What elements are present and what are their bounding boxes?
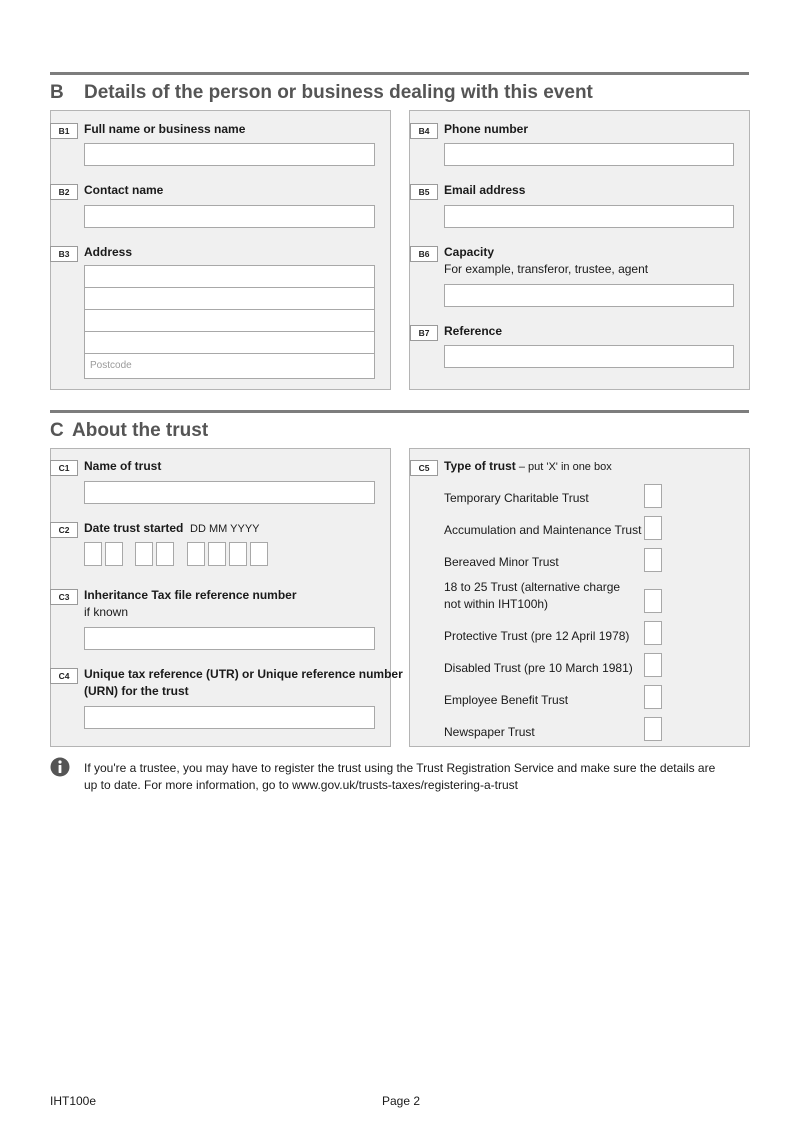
question-number-b3: B3 bbox=[50, 246, 78, 262]
question-label-b3: Address bbox=[84, 245, 133, 259]
question-number-c3: C3 bbox=[50, 589, 78, 605]
question-hint-c5: – put 'X' in one box bbox=[515, 461, 612, 473]
section-c-title: About the trust bbox=[72, 420, 209, 441]
question-number-c4: C4 bbox=[50, 668, 78, 684]
trust-type-checkbox[interactable] bbox=[644, 621, 662, 645]
question-label-c3: Inheritance Tax file reference number bbox=[84, 588, 297, 602]
date-format-hint: DD MM YYYY bbox=[190, 523, 260, 535]
question-label-b2: Contact name bbox=[84, 183, 164, 197]
trust-registration-note-line-2: up to date. For more information, go to www.gov.uk/trusts-taxes/registering-a-trust bbox=[84, 778, 518, 792]
address-box bbox=[84, 265, 375, 379]
address-line-2-field[interactable] bbox=[85, 288, 374, 310]
trust-type-label: Employee Benefit Trust bbox=[444, 693, 569, 707]
capacity-field[interactable] bbox=[444, 284, 734, 307]
question-label-c2 bbox=[84, 521, 260, 535]
trust-type-label: Accumulation and Maintenance Trust bbox=[444, 523, 642, 537]
date-month-digit-1[interactable] bbox=[135, 542, 153, 566]
date-year-digit-2[interactable] bbox=[208, 542, 226, 566]
date-day-digit-1[interactable] bbox=[84, 542, 102, 566]
trust-type-label: 18 to 25 Trust (alternative charge bbox=[444, 580, 621, 594]
question-number-b5: B5 bbox=[410, 184, 438, 200]
date-day-digit-2[interactable] bbox=[105, 542, 123, 566]
form-code: IHT100e bbox=[50, 1094, 97, 1108]
trust-type-label: Protective Trust (pre 12 April 1978) bbox=[444, 629, 630, 643]
section-c-rule bbox=[50, 410, 749, 413]
trust-type-label: Disabled Trust (pre 10 March 1981) bbox=[444, 661, 633, 675]
trust-type-checkbox[interactable] bbox=[644, 589, 662, 613]
trust-type-checkbox[interactable] bbox=[644, 484, 662, 508]
question-number-c1: C1 bbox=[50, 460, 78, 476]
question-number-b2: B2 bbox=[50, 184, 78, 200]
trust-type-checkbox[interactable] bbox=[644, 516, 662, 540]
question-number-b6: B6 bbox=[410, 246, 438, 262]
reference-field[interactable] bbox=[444, 345, 734, 368]
trust-type-label: Bereaved Minor Trust bbox=[444, 555, 559, 569]
section-b-rule bbox=[50, 72, 749, 75]
postcode-field[interactable] bbox=[85, 354, 374, 377]
trust-type-checkbox[interactable] bbox=[644, 717, 662, 741]
email-address-field[interactable] bbox=[444, 205, 734, 228]
info-icon bbox=[50, 757, 70, 777]
utr-urn-field[interactable] bbox=[84, 706, 375, 729]
contact-name-field[interactable] bbox=[84, 205, 375, 228]
question-label-c4-line-2: (URN) for the trust bbox=[84, 684, 189, 698]
trust-registration-note bbox=[84, 760, 754, 794]
question-label-b5: Email address bbox=[444, 183, 526, 197]
question-number-c2: C2 bbox=[50, 522, 78, 538]
question-hint-b6: For example, transferor, trustee, agent bbox=[444, 262, 649, 276]
question-label-c4-line-1: Unique tax reference (UTR) or Unique reference number bbox=[84, 667, 403, 681]
address-line-4-field[interactable] bbox=[85, 332, 374, 354]
trust-name-field[interactable] bbox=[84, 481, 375, 504]
date-year-digit-4[interactable] bbox=[250, 542, 268, 566]
iht-reference-field[interactable] bbox=[84, 627, 375, 650]
section-b-letter: B bbox=[50, 82, 64, 103]
question-number-b7: B7 bbox=[410, 325, 438, 341]
trust-type-label: Newspaper Trust bbox=[444, 725, 535, 739]
question-label-c5 bbox=[444, 459, 612, 473]
question-label-c1: Name of trust bbox=[84, 459, 162, 473]
section-b-title: Details of the person or business dealing with this event bbox=[84, 82, 593, 103]
question-number-b1: B1 bbox=[50, 123, 78, 139]
question-label-b7: Reference bbox=[444, 324, 503, 338]
page-number: Page 2 bbox=[382, 1094, 421, 1108]
section-c-letter: C bbox=[50, 420, 64, 441]
question-label-c2-text: Date trust started bbox=[84, 521, 184, 535]
trust-type-checkbox[interactable] bbox=[644, 685, 662, 709]
date-year-digit-3[interactable] bbox=[229, 542, 247, 566]
date-month-digit-2[interactable] bbox=[156, 542, 174, 566]
trust-type-checkbox[interactable] bbox=[644, 548, 662, 572]
trust-type-label-line-2: not within IHT100h) bbox=[444, 597, 549, 611]
question-label-b4: Phone number bbox=[444, 122, 529, 136]
trust-registration-note-line-1: If you're a trustee, you may have to register the trust using the Trust Registration Service and make sure the details are bbox=[84, 761, 716, 775]
question-label-b6: Capacity bbox=[444, 245, 495, 259]
question-number-b4: B4 bbox=[410, 123, 438, 139]
trust-type-checkbox[interactable] bbox=[644, 653, 662, 677]
question-label-c5-text: Type of trust bbox=[444, 459, 516, 473]
question-label-b1: Full name or business name bbox=[84, 122, 246, 136]
trust-type-label: Temporary Charitable Trust bbox=[444, 491, 589, 505]
question-hint-c3: if known bbox=[84, 605, 129, 619]
question-number-c5: C5 bbox=[410, 460, 438, 476]
address-line-3-field[interactable] bbox=[85, 310, 374, 332]
date-year-digit-1[interactable] bbox=[187, 542, 205, 566]
address-line-1-field[interactable] bbox=[85, 266, 374, 288]
phone-number-field[interactable] bbox=[444, 143, 734, 166]
full-name-field[interactable] bbox=[84, 143, 375, 166]
